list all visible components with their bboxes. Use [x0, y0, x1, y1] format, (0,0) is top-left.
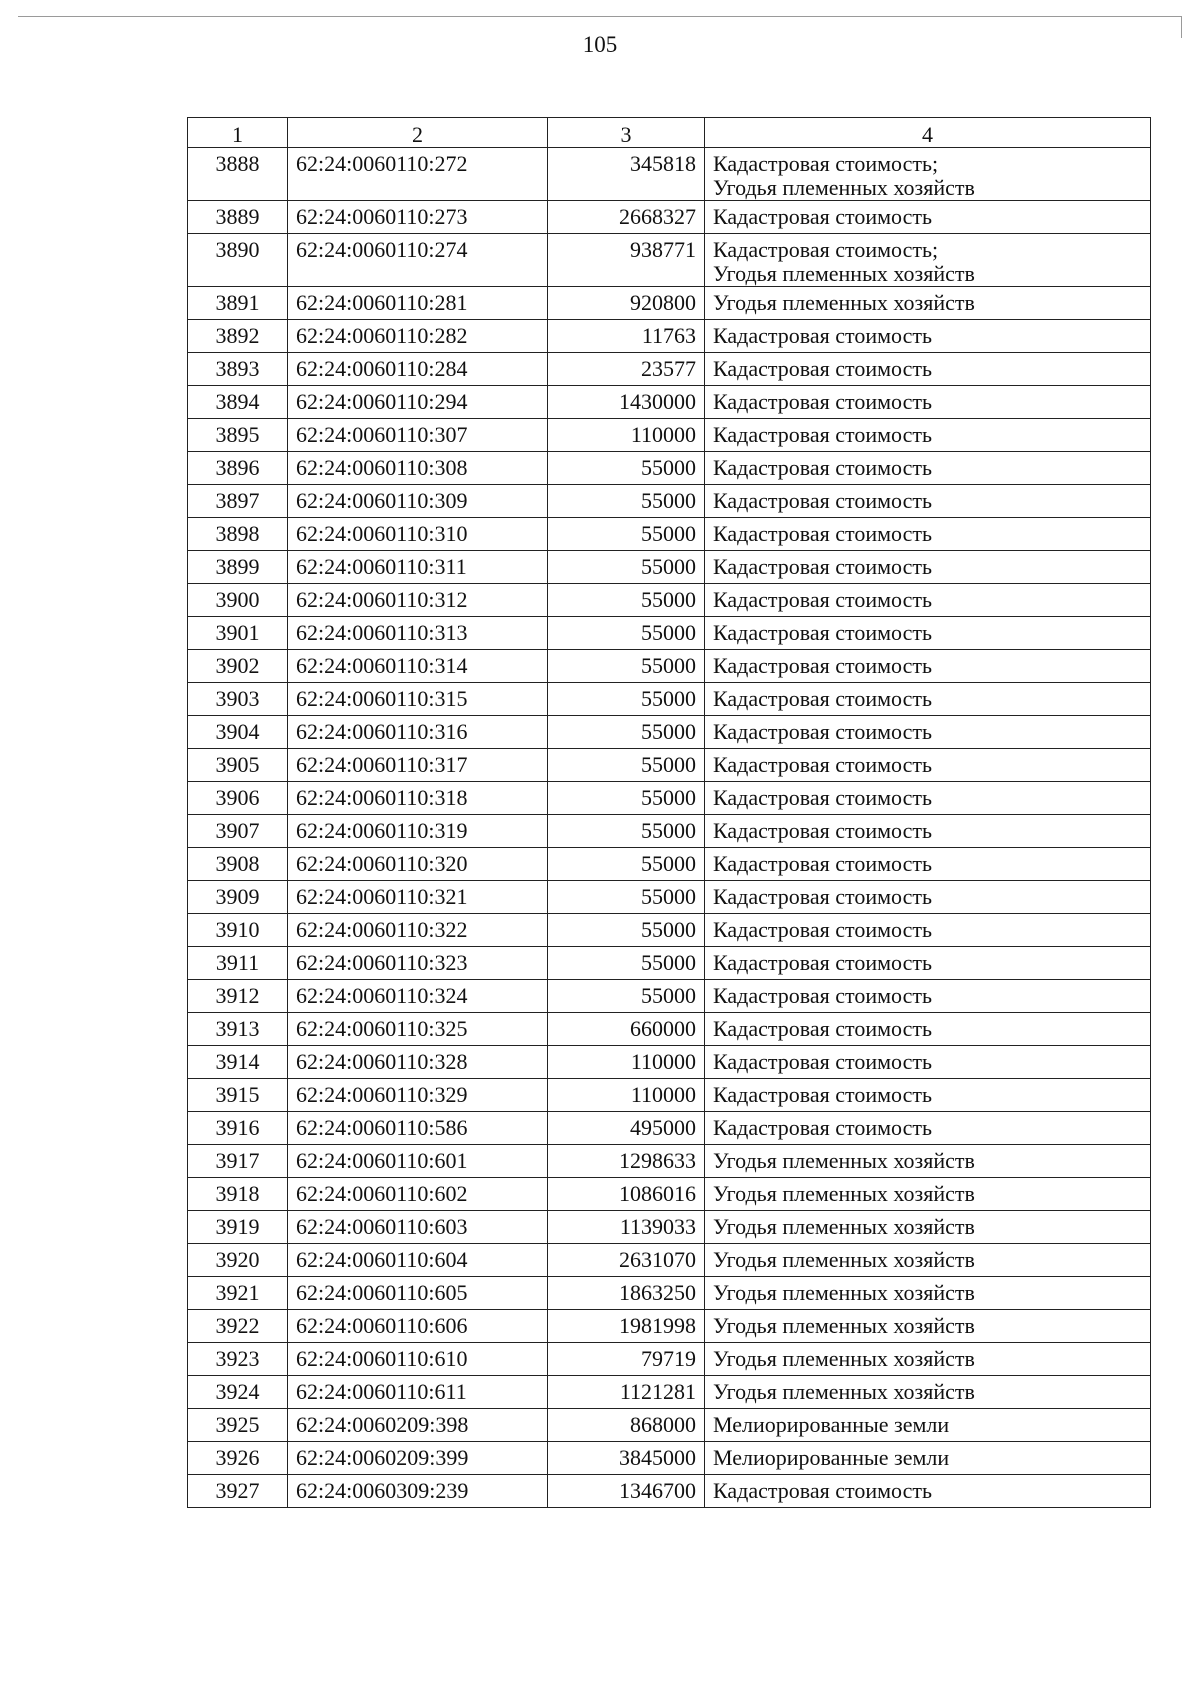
description-line: Мелиорированные земли	[713, 1445, 950, 1470]
row-number-cell: 3905	[188, 749, 288, 782]
value-cell: 55000	[548, 551, 705, 584]
value-cell: 55000	[548, 881, 705, 914]
description-cell	[705, 1244, 1151, 1277]
table-row	[188, 419, 1151, 452]
value-cell: 660000	[548, 1013, 705, 1046]
description-line: Кадастровая стоимость	[713, 686, 932, 711]
description-line: Угодья племенных хозяйств	[713, 1148, 975, 1173]
description-line: Кадастровая стоимость	[713, 204, 932, 229]
description-cell	[705, 452, 1151, 485]
row-number-cell: 3892	[188, 320, 288, 353]
table-row	[188, 947, 1151, 980]
cadastral-number-cell: 62:24:0060110:321	[288, 881, 548, 914]
description-line: Кадастровая стоимость	[713, 323, 932, 348]
cadastral-number-cell: 62:24:0060110:316	[288, 716, 548, 749]
cadastral-number-cell: 62:24:0060110:604	[288, 1244, 548, 1277]
row-number-cell: 3911	[188, 947, 288, 980]
description-line: Кадастровая стоимость	[713, 1115, 932, 1140]
value-cell: 345818	[548, 148, 705, 201]
row-number-cell: 3921	[188, 1277, 288, 1310]
table-row	[188, 1178, 1151, 1211]
description-line: Кадастровая стоимость	[713, 884, 932, 909]
cadastral-number-cell: 62:24:0060110:308	[288, 452, 548, 485]
description-cell	[705, 1376, 1151, 1409]
description-cell	[705, 551, 1151, 584]
description-cell	[705, 815, 1151, 848]
cadastral-number-cell: 62:24:0060110:313	[288, 617, 548, 650]
cadastral-number-cell: 62:24:0060110:294	[288, 386, 548, 419]
table-row	[188, 1211, 1151, 1244]
row-number-cell: 3914	[188, 1046, 288, 1079]
value-cell: 79719	[548, 1343, 705, 1376]
scan-top-rule	[18, 16, 1182, 17]
description-cell	[705, 1145, 1151, 1178]
row-number-cell: 3891	[188, 287, 288, 320]
cadastral-number-cell: 62:24:0060110:281	[288, 287, 548, 320]
description-cell	[705, 287, 1151, 320]
description-cell	[705, 947, 1151, 980]
description-line: Кадастровая стоимость	[713, 851, 932, 876]
value-cell: 55000	[548, 683, 705, 716]
row-number-cell: 3913	[188, 1013, 288, 1046]
value-cell: 1139033	[548, 1211, 705, 1244]
header-col-3: 3	[548, 118, 705, 148]
description-cell	[705, 1277, 1151, 1310]
row-number-cell: 3894	[188, 386, 288, 419]
description-line: Кадастровая стоимость	[713, 1082, 932, 1107]
description-line: Кадастровая стоимость	[713, 983, 932, 1008]
description-cell	[705, 584, 1151, 617]
description-cell	[705, 683, 1151, 716]
description-cell	[705, 848, 1151, 881]
value-cell: 2668327	[548, 201, 705, 234]
cadastral-number-cell: 62:24:0060309:239	[288, 1475, 548, 1508]
value-cell: 55000	[548, 815, 705, 848]
row-number-cell: 3920	[188, 1244, 288, 1277]
description-cell	[705, 782, 1151, 815]
row-number-cell: 3917	[188, 1145, 288, 1178]
table-row	[188, 1013, 1151, 1046]
row-number-cell: 3888	[188, 148, 288, 201]
table-row	[188, 1376, 1151, 1409]
row-number-cell: 3889	[188, 201, 288, 234]
table-row	[188, 1145, 1151, 1178]
description-line: Кадастровая стоимость	[713, 653, 932, 678]
row-number-cell: 3927	[188, 1475, 288, 1508]
table-row	[188, 650, 1151, 683]
row-number-cell: 3908	[188, 848, 288, 881]
description-cell	[705, 1079, 1151, 1112]
row-number-cell: 3907	[188, 815, 288, 848]
row-number-cell: 3919	[188, 1211, 288, 1244]
row-number-cell: 3915	[188, 1079, 288, 1112]
value-cell: 55000	[548, 617, 705, 650]
header-col-4: 4	[705, 118, 1151, 148]
cadastral-number-cell: 62:24:0060110:328	[288, 1046, 548, 1079]
row-number-cell: 3906	[188, 782, 288, 815]
value-cell: 1981998	[548, 1310, 705, 1343]
cadastral-number-cell: 62:24:0060110:311	[288, 551, 548, 584]
table-row	[188, 980, 1151, 1013]
description-cell	[705, 914, 1151, 947]
cadastral-number-cell: 62:24:0060110:284	[288, 353, 548, 386]
row-number-cell: 3923	[188, 1343, 288, 1376]
table-row	[188, 848, 1151, 881]
value-cell: 1863250	[548, 1277, 705, 1310]
row-number-cell: 3896	[188, 452, 288, 485]
description-line: Кадастровая стоимость	[713, 587, 932, 612]
description-cell	[705, 1013, 1151, 1046]
row-number-cell: 3926	[188, 1442, 288, 1475]
table-row	[188, 148, 1151, 201]
description-line: Кадастровая стоимость	[713, 719, 932, 744]
row-number-cell: 3895	[188, 419, 288, 452]
description-line: Кадастровая стоимость	[713, 455, 932, 480]
description-cell	[705, 1112, 1151, 1145]
table-row	[188, 617, 1151, 650]
cadastral-number-cell: 62:24:0060110:309	[288, 485, 548, 518]
description-line: Кадастровая стоимость	[713, 554, 932, 579]
table-row	[188, 1475, 1151, 1508]
description-line: Угодья племенных хозяйств	[713, 1379, 975, 1404]
description-line: Кадастровая стоимость	[713, 785, 932, 810]
description-line: Кадастровая стоимость	[713, 356, 932, 381]
value-cell: 55000	[548, 848, 705, 881]
description-cell	[705, 716, 1151, 749]
cadastral-number-cell: 62:24:0060110:601	[288, 1145, 548, 1178]
description-line: Кадастровая стоимость	[713, 950, 932, 975]
table-row	[188, 386, 1151, 419]
table-row	[188, 1442, 1151, 1475]
table-row	[188, 518, 1151, 551]
description-line: Угодья племенных хозяйств	[713, 1181, 975, 1206]
table-row	[188, 452, 1151, 485]
description-cell	[705, 234, 1151, 287]
description-cell	[705, 1343, 1151, 1376]
value-cell: 920800	[548, 287, 705, 320]
description-line: Кадастровая стоимость	[713, 1016, 932, 1041]
description-line: Кадастровая стоимость	[713, 521, 932, 546]
cadastral-number-cell: 62:24:0060110:610	[288, 1343, 548, 1376]
description-line: Кадастровая стоимость	[713, 818, 932, 843]
row-number-cell: 3901	[188, 617, 288, 650]
description-cell	[705, 485, 1151, 518]
cadastral-number-cell: 62:24:0060110:317	[288, 749, 548, 782]
table-row	[188, 881, 1151, 914]
description-cell	[705, 881, 1151, 914]
description-line: Угодья племенных хозяйств	[713, 175, 975, 200]
value-cell: 55000	[548, 485, 705, 518]
description-cell	[705, 148, 1151, 201]
cadastral-number-cell: 62:24:0060110:314	[288, 650, 548, 683]
table-row	[188, 1277, 1151, 1310]
table-row	[188, 914, 1151, 947]
cadastral-number-cell: 62:24:0060110:602	[288, 1178, 548, 1211]
cadastral-number-cell: 62:24:0060110:329	[288, 1079, 548, 1112]
value-cell: 938771	[548, 234, 705, 287]
table-row	[188, 1310, 1151, 1343]
value-cell: 1086016	[548, 1178, 705, 1211]
table-header-row	[188, 118, 1151, 148]
row-number-cell: 3900	[188, 584, 288, 617]
header-col-1: 1	[188, 118, 288, 148]
row-number-cell: 3925	[188, 1409, 288, 1442]
table-row	[188, 485, 1151, 518]
table-row	[188, 683, 1151, 716]
row-number-cell: 3924	[188, 1376, 288, 1409]
cadastral-number-cell: 62:24:0060110:586	[288, 1112, 548, 1145]
table-row	[188, 815, 1151, 848]
description-line: Кадастровая стоимость;	[713, 151, 939, 176]
cadastral-number-cell: 62:24:0060110:272	[288, 148, 548, 201]
description-cell	[705, 1442, 1151, 1475]
table-row	[188, 1343, 1151, 1376]
cadastral-number-cell: 62:24:0060110:319	[288, 815, 548, 848]
description-line: Кадастровая стоимость	[713, 752, 932, 777]
row-number-cell: 3912	[188, 980, 288, 1013]
cadastral-number-cell: 62:24:0060110:310	[288, 518, 548, 551]
value-cell: 55000	[548, 980, 705, 1013]
table-body	[188, 148, 1151, 1508]
description-line: Угодья племенных хозяйств	[713, 1214, 975, 1239]
cadastral-number-cell: 62:24:0060110:325	[288, 1013, 548, 1046]
value-cell: 1121281	[548, 1376, 705, 1409]
row-number-cell: 3903	[188, 683, 288, 716]
description-line: Угодья племенных хозяйств	[713, 1313, 975, 1338]
description-line: Кадастровая стоимость	[713, 1478, 932, 1503]
row-number-cell: 3897	[188, 485, 288, 518]
value-cell: 110000	[548, 419, 705, 452]
value-cell: 495000	[548, 1112, 705, 1145]
description-cell	[705, 1475, 1151, 1508]
table-row	[188, 320, 1151, 353]
value-cell: 868000	[548, 1409, 705, 1442]
cadastral-number-cell: 62:24:0060110:318	[288, 782, 548, 815]
description-cell	[705, 201, 1151, 234]
value-cell: 1430000	[548, 386, 705, 419]
description-line: Кадастровая стоимость	[713, 422, 932, 447]
table-row	[188, 584, 1151, 617]
value-cell: 11763	[548, 320, 705, 353]
description-cell	[705, 1310, 1151, 1343]
description-line: Мелиорированные земли	[713, 1412, 950, 1437]
cadastral-number-cell: 62:24:0060110:322	[288, 914, 548, 947]
cadastral-number-cell: 62:24:0060209:399	[288, 1442, 548, 1475]
row-number-cell: 3909	[188, 881, 288, 914]
cadastral-number-cell: 62:24:0060110:312	[288, 584, 548, 617]
description-line: Угодья племенных хозяйств	[713, 1346, 975, 1371]
value-cell: 55000	[548, 782, 705, 815]
table-row	[188, 1079, 1151, 1112]
table-row	[188, 749, 1151, 782]
value-cell: 55000	[548, 947, 705, 980]
value-cell: 55000	[548, 650, 705, 683]
row-number-cell: 3922	[188, 1310, 288, 1343]
value-cell: 1346700	[548, 1475, 705, 1508]
cadastral-number-cell: 62:24:0060110:320	[288, 848, 548, 881]
description-cell	[705, 518, 1151, 551]
description-cell	[705, 419, 1151, 452]
description-cell	[705, 980, 1151, 1013]
description-cell	[705, 617, 1151, 650]
row-number-cell: 3890	[188, 234, 288, 287]
cadastral-number-cell: 62:24:0060110:323	[288, 947, 548, 980]
description-cell	[705, 1178, 1151, 1211]
cadastral-number-cell: 62:24:0060110:605	[288, 1277, 548, 1310]
header-col-2: 2	[288, 118, 548, 148]
value-cell: 3845000	[548, 1442, 705, 1475]
table-row	[188, 1409, 1151, 1442]
value-cell: 2631070	[548, 1244, 705, 1277]
cadastral-number-cell: 62:24:0060110:603	[288, 1211, 548, 1244]
table-row	[188, 1046, 1151, 1079]
table-row	[188, 201, 1151, 234]
row-number-cell: 3899	[188, 551, 288, 584]
cadastral-number-cell: 62:24:0060110:282	[288, 320, 548, 353]
value-cell: 55000	[548, 584, 705, 617]
description-line: Кадастровая стоимость;	[713, 237, 939, 262]
row-number-cell: 3893	[188, 353, 288, 386]
description-line: Угодья племенных хозяйств	[713, 1247, 975, 1272]
cadastral-number-cell: 62:24:0060110:274	[288, 234, 548, 287]
row-number-cell: 3918	[188, 1178, 288, 1211]
description-line: Угодья племенных хозяйств	[713, 261, 975, 286]
table-row	[188, 551, 1151, 584]
table-row	[188, 1112, 1151, 1145]
cadastral-number-cell: 62:24:0060110:611	[288, 1376, 548, 1409]
page-number: 105	[582, 32, 618, 57]
description-line: Кадастровая стоимость	[713, 389, 932, 414]
description-line: Кадастровая стоимость	[713, 488, 932, 513]
value-cell: 1298633	[548, 1145, 705, 1178]
value-cell: 110000	[548, 1079, 705, 1112]
cadastral-number-cell: 62:24:0060110:307	[288, 419, 548, 452]
value-cell: 55000	[548, 914, 705, 947]
description-cell	[705, 1211, 1151, 1244]
description-line: Угодья племенных хозяйств	[713, 290, 975, 315]
cadastral-number-cell: 62:24:0060110:606	[288, 1310, 548, 1343]
land-plots-table	[187, 117, 1151, 1508]
description-cell	[705, 749, 1151, 782]
table-row	[188, 353, 1151, 386]
cadastral-number-cell: 62:24:0060110:273	[288, 201, 548, 234]
cadastral-number-cell: 62:24:0060209:398	[288, 1409, 548, 1442]
description-cell	[705, 650, 1151, 683]
description-cell	[705, 1409, 1151, 1442]
value-cell: 55000	[548, 716, 705, 749]
description-cell	[705, 386, 1151, 419]
row-number-cell: 3902	[188, 650, 288, 683]
description-line: Угодья племенных хозяйств	[713, 1280, 975, 1305]
cadastral-number-cell: 62:24:0060110:315	[288, 683, 548, 716]
description-cell	[705, 353, 1151, 386]
description-cell	[705, 1046, 1151, 1079]
table-row	[188, 287, 1151, 320]
table-row	[188, 716, 1151, 749]
row-number-cell: 3898	[188, 518, 288, 551]
table-row	[188, 1244, 1151, 1277]
description-line: Кадастровая стоимость	[713, 917, 932, 942]
value-cell: 55000	[548, 518, 705, 551]
row-number-cell: 3904	[188, 716, 288, 749]
cadastral-number-cell: 62:24:0060110:324	[288, 980, 548, 1013]
value-cell: 23577	[548, 353, 705, 386]
value-cell: 55000	[548, 749, 705, 782]
value-cell: 110000	[548, 1046, 705, 1079]
table-row	[188, 782, 1151, 815]
table-row	[188, 234, 1151, 287]
description-cell	[705, 320, 1151, 353]
value-cell: 55000	[548, 452, 705, 485]
row-number-cell: 3910	[188, 914, 288, 947]
description-line: Кадастровая стоимость	[713, 620, 932, 645]
description-line: Кадастровая стоимость	[713, 1049, 932, 1074]
row-number-cell: 3916	[188, 1112, 288, 1145]
